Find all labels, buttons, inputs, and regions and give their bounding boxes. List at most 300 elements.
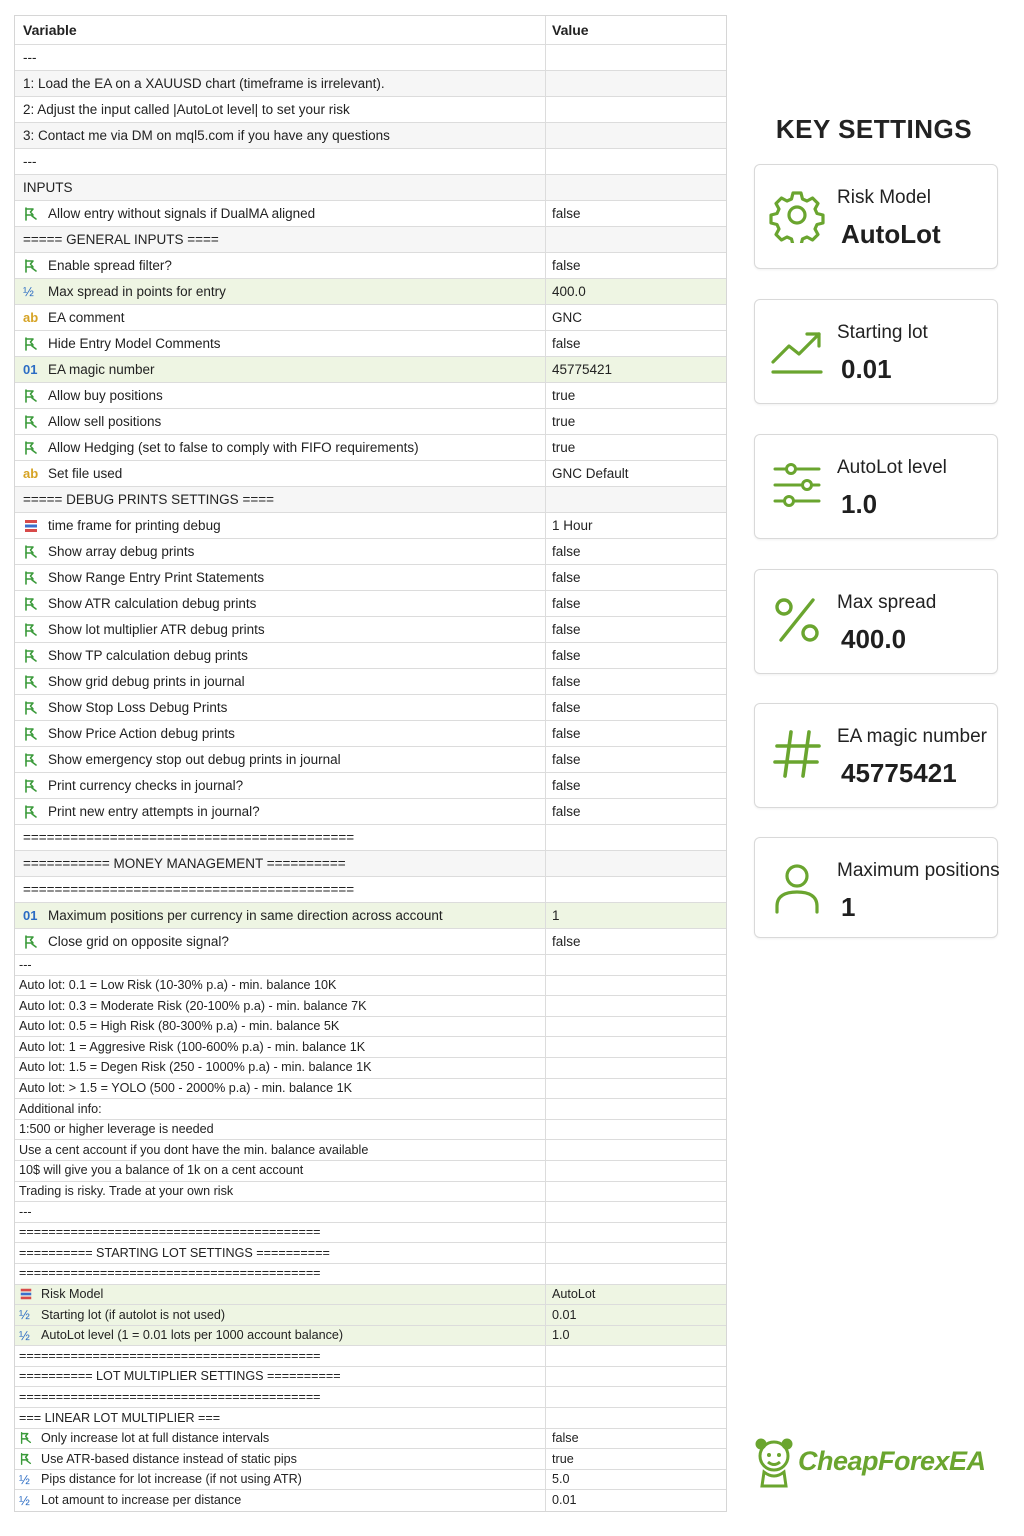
table-row: [15, 357, 726, 383]
mascot-icon: [752, 1436, 798, 1492]
enum-list-icon: [19, 1287, 39, 1301]
table-row: [15, 721, 726, 747]
table-row: [15, 383, 726, 409]
card-value: 0.01: [841, 354, 892, 384]
table-row: [15, 773, 726, 799]
variable-label: ===== GENERAL INPUTS ====: [23, 231, 219, 247]
bool-flag-icon: [23, 570, 45, 586]
bool-flag-icon: [23, 596, 45, 612]
value-cell: [546, 1367, 726, 1387]
value-cell: false: [552, 725, 581, 741]
variable-cell: [15, 227, 546, 252]
bool-flag-icon: [23, 778, 45, 794]
table-row: [15, 1140, 726, 1161]
variable-label: Pips distance for lot increase (if not using ATR): [41, 1472, 302, 1487]
bool-flag-icon: [23, 752, 45, 768]
table-row: [15, 123, 726, 149]
variable-cell: [15, 877, 546, 902]
card-value: 400.0: [841, 624, 907, 654]
variable-cell: [15, 409, 546, 434]
bool-flag-icon: [23, 544, 45, 560]
table-row: [15, 1367, 726, 1388]
variable-label: Allow sell positions: [48, 413, 162, 429]
variable-cell: [15, 799, 546, 824]
table-row: [15, 1202, 726, 1223]
variable-label: =========================================: [19, 1389, 321, 1404]
trend-up-icon: [769, 322, 825, 378]
variable-cell: [15, 461, 546, 486]
table-body: [15, 45, 726, 1511]
variable-cell: [15, 955, 546, 975]
variable-label: Trading is risky. Trade at your own risk: [19, 1184, 234, 1199]
variable-cell: [15, 71, 546, 96]
table-row: [15, 643, 726, 669]
table-row: [15, 175, 726, 201]
variable-cell: [15, 617, 546, 642]
table-row: [15, 1449, 726, 1470]
variable-label: === LINEAR LOT MULTIPLIER ===: [19, 1410, 221, 1425]
table-row: [15, 591, 726, 617]
value-cell: AutoLot: [552, 1287, 596, 1301]
variable-cell: [15, 851, 546, 876]
variable-label: Allow Hedging (set to false to comply with FIFO requirements): [48, 439, 419, 455]
table-row: [15, 929, 726, 955]
variable-cell: [15, 1326, 546, 1346]
double-icon: ½: [19, 1493, 30, 1509]
table-row: [15, 539, 726, 565]
inputs-table: [14, 15, 727, 1512]
bool-flag-icon: [23, 674, 45, 690]
enum-list-icon: [23, 518, 45, 534]
variable-cell: [15, 669, 546, 694]
value-cell: [546, 1264, 726, 1284]
variable-label: Maximum positions per currency in same direction across account: [48, 907, 443, 923]
table-row: [15, 825, 726, 851]
value-cell: [546, 1058, 726, 1078]
table-row: [15, 669, 726, 695]
table-row: [15, 851, 726, 877]
value-cell: [546, 1079, 726, 1099]
variable-cell: [15, 1140, 546, 1160]
value-cell: [546, 1120, 726, 1140]
value-cell: 5.0: [552, 1472, 570, 1487]
table-row: [15, 1223, 726, 1244]
value-cell: [546, 227, 726, 252]
table-row: [15, 331, 726, 357]
card-value: AutoLot: [841, 219, 941, 249]
card-label: Maximum positions: [837, 860, 1000, 881]
bool-flag-icon: [23, 804, 45, 820]
table-row: [15, 71, 726, 97]
variable-label: Hide Entry Model Comments: [48, 335, 221, 351]
value-cell: 1 Hour: [552, 517, 593, 533]
table-row: [15, 1079, 726, 1100]
value-cell: [546, 71, 726, 96]
variable-label: Allow buy positions: [48, 387, 163, 403]
variable-cell: [15, 1037, 546, 1057]
value-cell: GNC: [552, 309, 582, 325]
value-cell: [546, 996, 726, 1016]
variable-cell: [15, 1490, 546, 1511]
variable-cell: [15, 45, 546, 70]
value-cell: false: [552, 569, 581, 585]
percent-icon: [769, 592, 825, 648]
table-row: [15, 461, 726, 487]
variable-cell: [15, 747, 546, 772]
variable-label: =========================================: [19, 1348, 321, 1363]
variable-label: 2: Adjust the input called |AutoLot level| to set your risk: [23, 101, 350, 117]
value-cell: [546, 877, 726, 902]
variable-label: 1: Load the EA on a XAUUSD chart (timeframe is irrelevant).: [23, 75, 385, 91]
value-cell: [546, 1408, 726, 1428]
value-cell: GNC Default: [552, 465, 629, 481]
variable-label: ==========================================: [23, 881, 355, 897]
value-cell: 0.01: [552, 1307, 577, 1322]
variable-cell: [15, 825, 546, 850]
table-row: [15, 617, 726, 643]
value-cell: [546, 955, 726, 975]
variable-cell: [15, 305, 546, 330]
variable-cell: [15, 1449, 546, 1469]
variable-cell: [15, 1120, 546, 1140]
bool-flag-icon: [23, 934, 45, 950]
integer-icon: 01: [23, 908, 38, 923]
value-cell: false: [552, 595, 581, 611]
brand-name: CheapForexEA: [798, 1446, 986, 1476]
table-row: [15, 201, 726, 227]
variable-label: Auto lot: 0.3 = Moderate Risk (20-100% p.a) - min. balance 7K: [19, 998, 367, 1013]
variable-cell: [15, 929, 546, 954]
variable-cell: [15, 1264, 546, 1284]
variable-label: Lot amount to increase per distance: [41, 1493, 242, 1508]
value-cell: [546, 123, 726, 148]
table-row: [15, 1017, 726, 1038]
variable-cell: [15, 357, 546, 382]
value-cell: false: [552, 257, 581, 273]
variable-cell: [15, 253, 546, 278]
variable-label: Auto lot: > 1.5 = YOLO (500 - 2000% p.a) - min. balance 1K: [19, 1081, 352, 1096]
value-cell: true: [552, 387, 576, 403]
variable-label: Show Stop Loss Debug Prints: [48, 699, 228, 715]
value-cell: false: [552, 751, 581, 767]
variable-label: Show TP calculation debug prints: [48, 647, 248, 663]
table-row: [15, 149, 726, 175]
variable-cell: [15, 591, 546, 616]
table-row: [15, 799, 726, 825]
table-header-row: [15, 16, 726, 45]
value-cell: false: [552, 933, 581, 949]
variable-cell: [15, 1367, 546, 1387]
value-cell: false: [552, 777, 581, 793]
value-cell: [546, 175, 726, 200]
variable-cell: [15, 1223, 546, 1243]
variable-label: Starting lot (if autolot is not used): [41, 1307, 226, 1322]
variable-label: EA comment: [48, 309, 125, 325]
value-cell: [546, 976, 726, 996]
variable-cell: [15, 201, 546, 226]
variable-label: Use ATR-based distance instead of static pips: [41, 1451, 297, 1466]
value-cell: 400.0: [552, 283, 586, 299]
gear-icon: [769, 187, 825, 243]
variable-cell: [15, 1470, 546, 1490]
variable-cell: [15, 331, 546, 356]
value-cell: [546, 1387, 726, 1407]
table-row: [15, 1161, 726, 1182]
variable-label: Max spread in points for entry: [48, 283, 226, 299]
value-cell: true: [552, 1451, 574, 1466]
value-cell: [546, 1161, 726, 1181]
variable-label: Risk Model: [41, 1287, 104, 1301]
card-magic-number: [754, 703, 998, 808]
variable-cell: [15, 383, 546, 408]
header-value: Value: [552, 22, 589, 38]
variable-cell: [15, 1182, 546, 1202]
brand-logo: [752, 1436, 1002, 1492]
table-row: [15, 1120, 726, 1141]
variable-label: ==========================================: [23, 829, 355, 845]
table-row: [15, 1285, 726, 1306]
value-cell: true: [552, 413, 576, 429]
variable-cell: [15, 1099, 546, 1119]
value-cell: [546, 1346, 726, 1366]
table-row: [15, 305, 726, 331]
card-max-positions: [754, 837, 998, 938]
table-row: [15, 97, 726, 123]
variable-label: Allow entry without signals if DualMA aligned: [48, 205, 316, 221]
value-cell: 45775421: [552, 361, 613, 377]
variable-label: time frame for printing debug: [48, 517, 221, 533]
value-cell: false: [552, 647, 581, 663]
variable-label: 10$ will give you a balance of 1k on a cent account: [19, 1163, 304, 1178]
table-row: [15, 1243, 726, 1264]
value-cell: [546, 1243, 726, 1263]
value-cell: false: [552, 699, 581, 715]
table-row: [15, 877, 726, 903]
variable-label: Print currency checks in journal?: [48, 777, 244, 793]
variable-cell: [15, 1202, 546, 1222]
variable-cell: [15, 539, 546, 564]
variable-label: Print new entry attempts in journal?: [48, 803, 260, 819]
value-cell: [546, 45, 726, 70]
variable-label: Close grid on opposite signal?: [48, 933, 229, 949]
variable-label: Only increase lot at full distance intervals: [41, 1431, 270, 1446]
bool-flag-icon: [23, 700, 45, 716]
value-cell: [546, 97, 726, 122]
table-row: [15, 1099, 726, 1120]
variable-label: Use a cent account if you dont have the min. balance available: [19, 1142, 369, 1157]
value-cell: 1.0: [552, 1328, 570, 1343]
table-row: [15, 1305, 726, 1326]
header-variable: Variable: [15, 16, 546, 44]
table-row: [15, 565, 726, 591]
variable-cell: [15, 643, 546, 668]
variable-cell: [15, 175, 546, 200]
bool-flag-icon: [23, 258, 45, 274]
bool-flag-icon: [23, 336, 45, 352]
hash-icon: [769, 726, 825, 782]
variable-label: Show array debug prints: [48, 543, 195, 559]
variable-label: =========== MONEY MANAGEMENT ==========: [23, 855, 346, 871]
card-value: 1.0: [841, 489, 878, 519]
table-row: [15, 253, 726, 279]
string-icon: ab: [23, 466, 39, 481]
variable-cell: [15, 1243, 546, 1263]
table-row: [15, 1429, 726, 1450]
variable-label: ========== STARTING LOT SETTINGS ==========: [19, 1245, 330, 1260]
card-value: 1: [841, 892, 856, 922]
table-row: [15, 45, 726, 71]
variable-cell: [15, 1429, 546, 1449]
table-row: [15, 903, 726, 929]
variable-cell: [15, 513, 546, 538]
card-max-spread: [754, 569, 998, 674]
variable-cell: [15, 279, 546, 304]
variable-cell: [15, 487, 546, 512]
variable-cell: [15, 976, 546, 996]
value-cell: 0.01: [552, 1493, 577, 1508]
table-row: [15, 227, 726, 253]
variable-cell: [15, 1387, 546, 1407]
table-row: [15, 1408, 726, 1429]
card-label: Starting lot: [837, 322, 928, 343]
value-cell: [546, 1099, 726, 1119]
variable-label: Auto lot: 1 = Aggresive Risk (100-600% p.a) - min. balance 1K: [19, 1039, 366, 1054]
variable-cell: [15, 1346, 546, 1366]
variable-label: ---: [19, 957, 32, 972]
value-cell: false: [552, 803, 581, 819]
bool-flag-icon: [23, 622, 45, 638]
card-autolot-level: [754, 434, 998, 539]
table-row: [15, 747, 726, 773]
table-row: [15, 1387, 726, 1408]
double-icon: ½: [23, 284, 34, 299]
table-row: [15, 279, 726, 305]
table-row: [15, 1326, 726, 1347]
variable-cell: [15, 1161, 546, 1181]
variable-label: Enable spread filter?: [48, 257, 172, 273]
variable-label: Auto lot: 0.1 = Low Risk (10-30% p.a) - min. balance 10K: [19, 978, 337, 993]
variable-cell: [15, 721, 546, 746]
sliders-icon: [769, 457, 825, 513]
double-icon: ½: [19, 1472, 30, 1488]
table-row: [15, 409, 726, 435]
string-icon: ab: [23, 310, 39, 325]
double-icon: ½: [19, 1327, 30, 1343]
value-cell: false: [552, 673, 581, 689]
variable-label: =========================================: [19, 1266, 321, 1281]
table-row: [15, 1037, 726, 1058]
value-cell: [546, 851, 726, 876]
value-cell: [546, 1037, 726, 1057]
table-row: [15, 955, 726, 976]
variable-label: EA magic number: [48, 361, 155, 377]
variable-label: =========================================: [19, 1225, 321, 1240]
value-cell: false: [552, 335, 581, 351]
variable-cell: [15, 1058, 546, 1078]
card-risk-model: [754, 164, 998, 269]
value-cell: [546, 1140, 726, 1160]
table-row: [15, 1182, 726, 1203]
key-settings-title: KEY SETTINGS: [775, 114, 973, 144]
table-row: [15, 1346, 726, 1367]
variable-cell: [15, 1285, 546, 1305]
card-label: EA magic number: [837, 726, 987, 747]
variable-cell: [15, 903, 546, 928]
variable-label: Auto lot: 0.5 = High Risk (80-300% p.a) - min. balance 5K: [19, 1019, 340, 1034]
variable-label: Show Range Entry Print Statements: [48, 569, 265, 585]
variable-cell: [15, 1017, 546, 1037]
value-cell: [546, 1202, 726, 1222]
bool-flag-icon: [23, 726, 45, 742]
variable-label: ========== LOT MULTIPLIER SETTINGS ==========: [19, 1369, 341, 1384]
variable-label: Additional info:: [19, 1101, 102, 1116]
bool-flag-icon: [23, 440, 45, 456]
value-cell: [546, 1017, 726, 1037]
value-cell: false: [552, 621, 581, 637]
variable-label: Auto lot: 1.5 = Degen Risk (250 - 1000% p.a) - min. balance 1K: [19, 1060, 372, 1075]
variable-label: ---: [23, 49, 37, 65]
card-starting-lot: [754, 299, 998, 404]
table-row: [15, 1264, 726, 1285]
bool-flag-icon: [23, 414, 45, 430]
integer-icon: 01: [23, 362, 38, 377]
value-cell: [546, 487, 726, 512]
variable-cell: [15, 435, 546, 460]
table-row: [15, 435, 726, 461]
table-row: [15, 1058, 726, 1079]
value-cell: 1: [552, 907, 560, 923]
variable-cell: [15, 695, 546, 720]
bool-flag-icon: [23, 206, 45, 222]
variable-label: INPUTS: [23, 179, 73, 195]
value-cell: [546, 1182, 726, 1202]
table-row: [15, 996, 726, 1017]
card-value: 45775421: [841, 758, 957, 788]
double-icon: ½: [19, 1307, 30, 1323]
variable-label: Set file used: [48, 465, 123, 481]
variable-cell: [15, 149, 546, 174]
value-cell: [546, 149, 726, 174]
value-cell: false: [552, 543, 581, 559]
bool-flag-icon: [19, 1452, 39, 1466]
card-label: AutoLot level: [837, 457, 947, 478]
variable-label: ---: [19, 1204, 32, 1219]
variable-cell: [15, 123, 546, 148]
bool-flag-icon: [19, 1431, 39, 1445]
table-row: [15, 695, 726, 721]
variable-label: Show grid debug prints in journal: [48, 673, 245, 689]
variable-cell: [15, 1079, 546, 1099]
value-cell: false: [552, 1431, 579, 1446]
variable-label: ===== DEBUG PRINTS SETTINGS ====: [23, 491, 274, 507]
bool-flag-icon: [23, 388, 45, 404]
variable-label: Show lot multiplier ATR debug prints: [48, 621, 265, 637]
variable-label: Show Price Action debug prints: [48, 725, 235, 741]
variable-cell: [15, 1408, 546, 1428]
value-cell: [546, 825, 726, 850]
table-row: [15, 976, 726, 997]
card-label: Max spread: [837, 592, 937, 613]
table-row: [15, 487, 726, 513]
table-row: [15, 1490, 726, 1511]
variable-cell: [15, 97, 546, 122]
value-cell: true: [552, 439, 576, 455]
table-row: [15, 1470, 726, 1491]
variable-cell: [15, 996, 546, 1016]
variable-label: Show ATR calculation debug prints: [48, 595, 257, 611]
variable-label: AutoLot level (1 = 0.01 lots per 1000 account balance): [41, 1328, 344, 1343]
variable-cell: [15, 565, 546, 590]
